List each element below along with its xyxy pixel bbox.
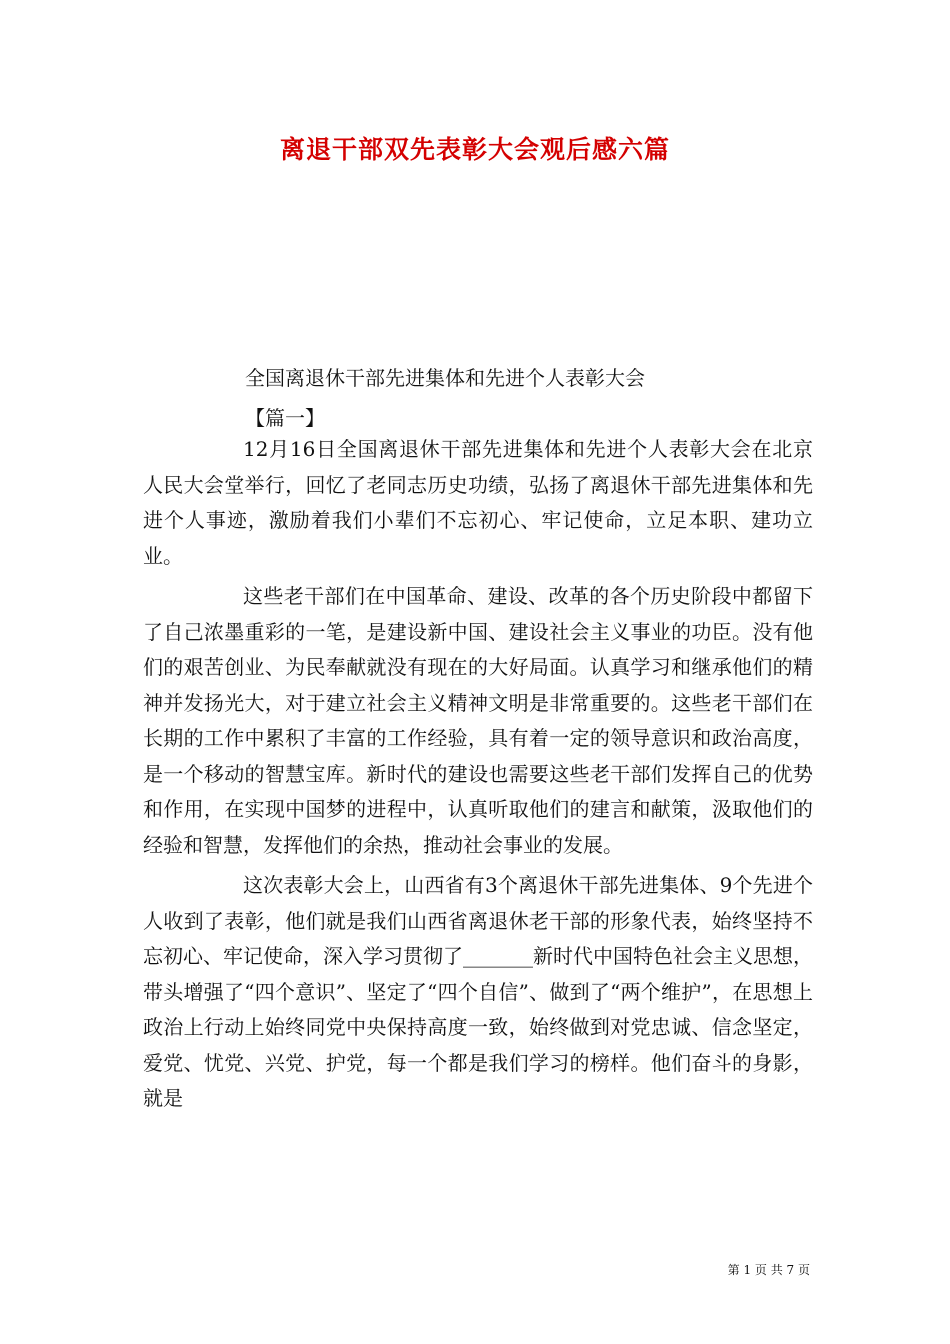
document-title: 离退干部双先表彰大会观后感六篇 [279, 135, 670, 164]
paragraph-1: 12月16日全国离退休干部先进集体和先进个人表彰大会在北京人民大会堂举行，回忆了老同志历史功绩，弘扬了离退休干部先进集体和先进个人事迹，激励着我们小辈们不忘初心、牢记使命，立足本职、建功立业。 [143, 437, 813, 568]
paragraph-2: 这些老干部们在中国革命、建设、改革的各个历史阶段中都留下了自己浓墨重彩的一笔，是建设新中国、建设社会主义事业的功臣。没有他们的艰苦创业、为民奉献就没有现在的大好局面。认真学习和继承他们的精神并发扬光大，对于建立社会主义精神文明是非常重要的。这些老干部们在长期的工作中累积了丰富的工作经验，具有着一定的领导意识和政治高度，是一个移动的智慧宝库。新时代的建设也需要这些老干部们发挥自己的优势和作用，在实现中国梦的进程中，认真听取他们的建言和献策，汲取他们的经验和智慧，发挥他们的余热，推动社会事业的发展。 [143, 584, 813, 857]
paragraph-3: 这次表彰大会上，山西省有3个离退休干部先进集体、9个先进个人收到了表彰，他们就是我们山西省离退休老干部的形象代表，始终坚持不忘初心、牢记使命，深入学习贯彻了_______新时代中国特色社会主义思想，带头增强了“四个意识”、坚定了“四个自信”、做到了“两个维护”，在思想上政治上行动上始终同党中央保持高度一致，始终做到对党忠诚、信念坚定，爱党、忧党、兴党、护党，每一个都是我们学习的榜样。他们奋斗的身影，就是 [143, 873, 813, 1110]
part-label: 【篇一】 [245, 406, 325, 430]
page-footer: 第 1 页 共 7 页 [727, 1263, 810, 1277]
document-subtitle: 全国离退休干部先进集体和先进个人表彰大会 [245, 366, 645, 390]
body-text [143, 432, 813, 1122]
